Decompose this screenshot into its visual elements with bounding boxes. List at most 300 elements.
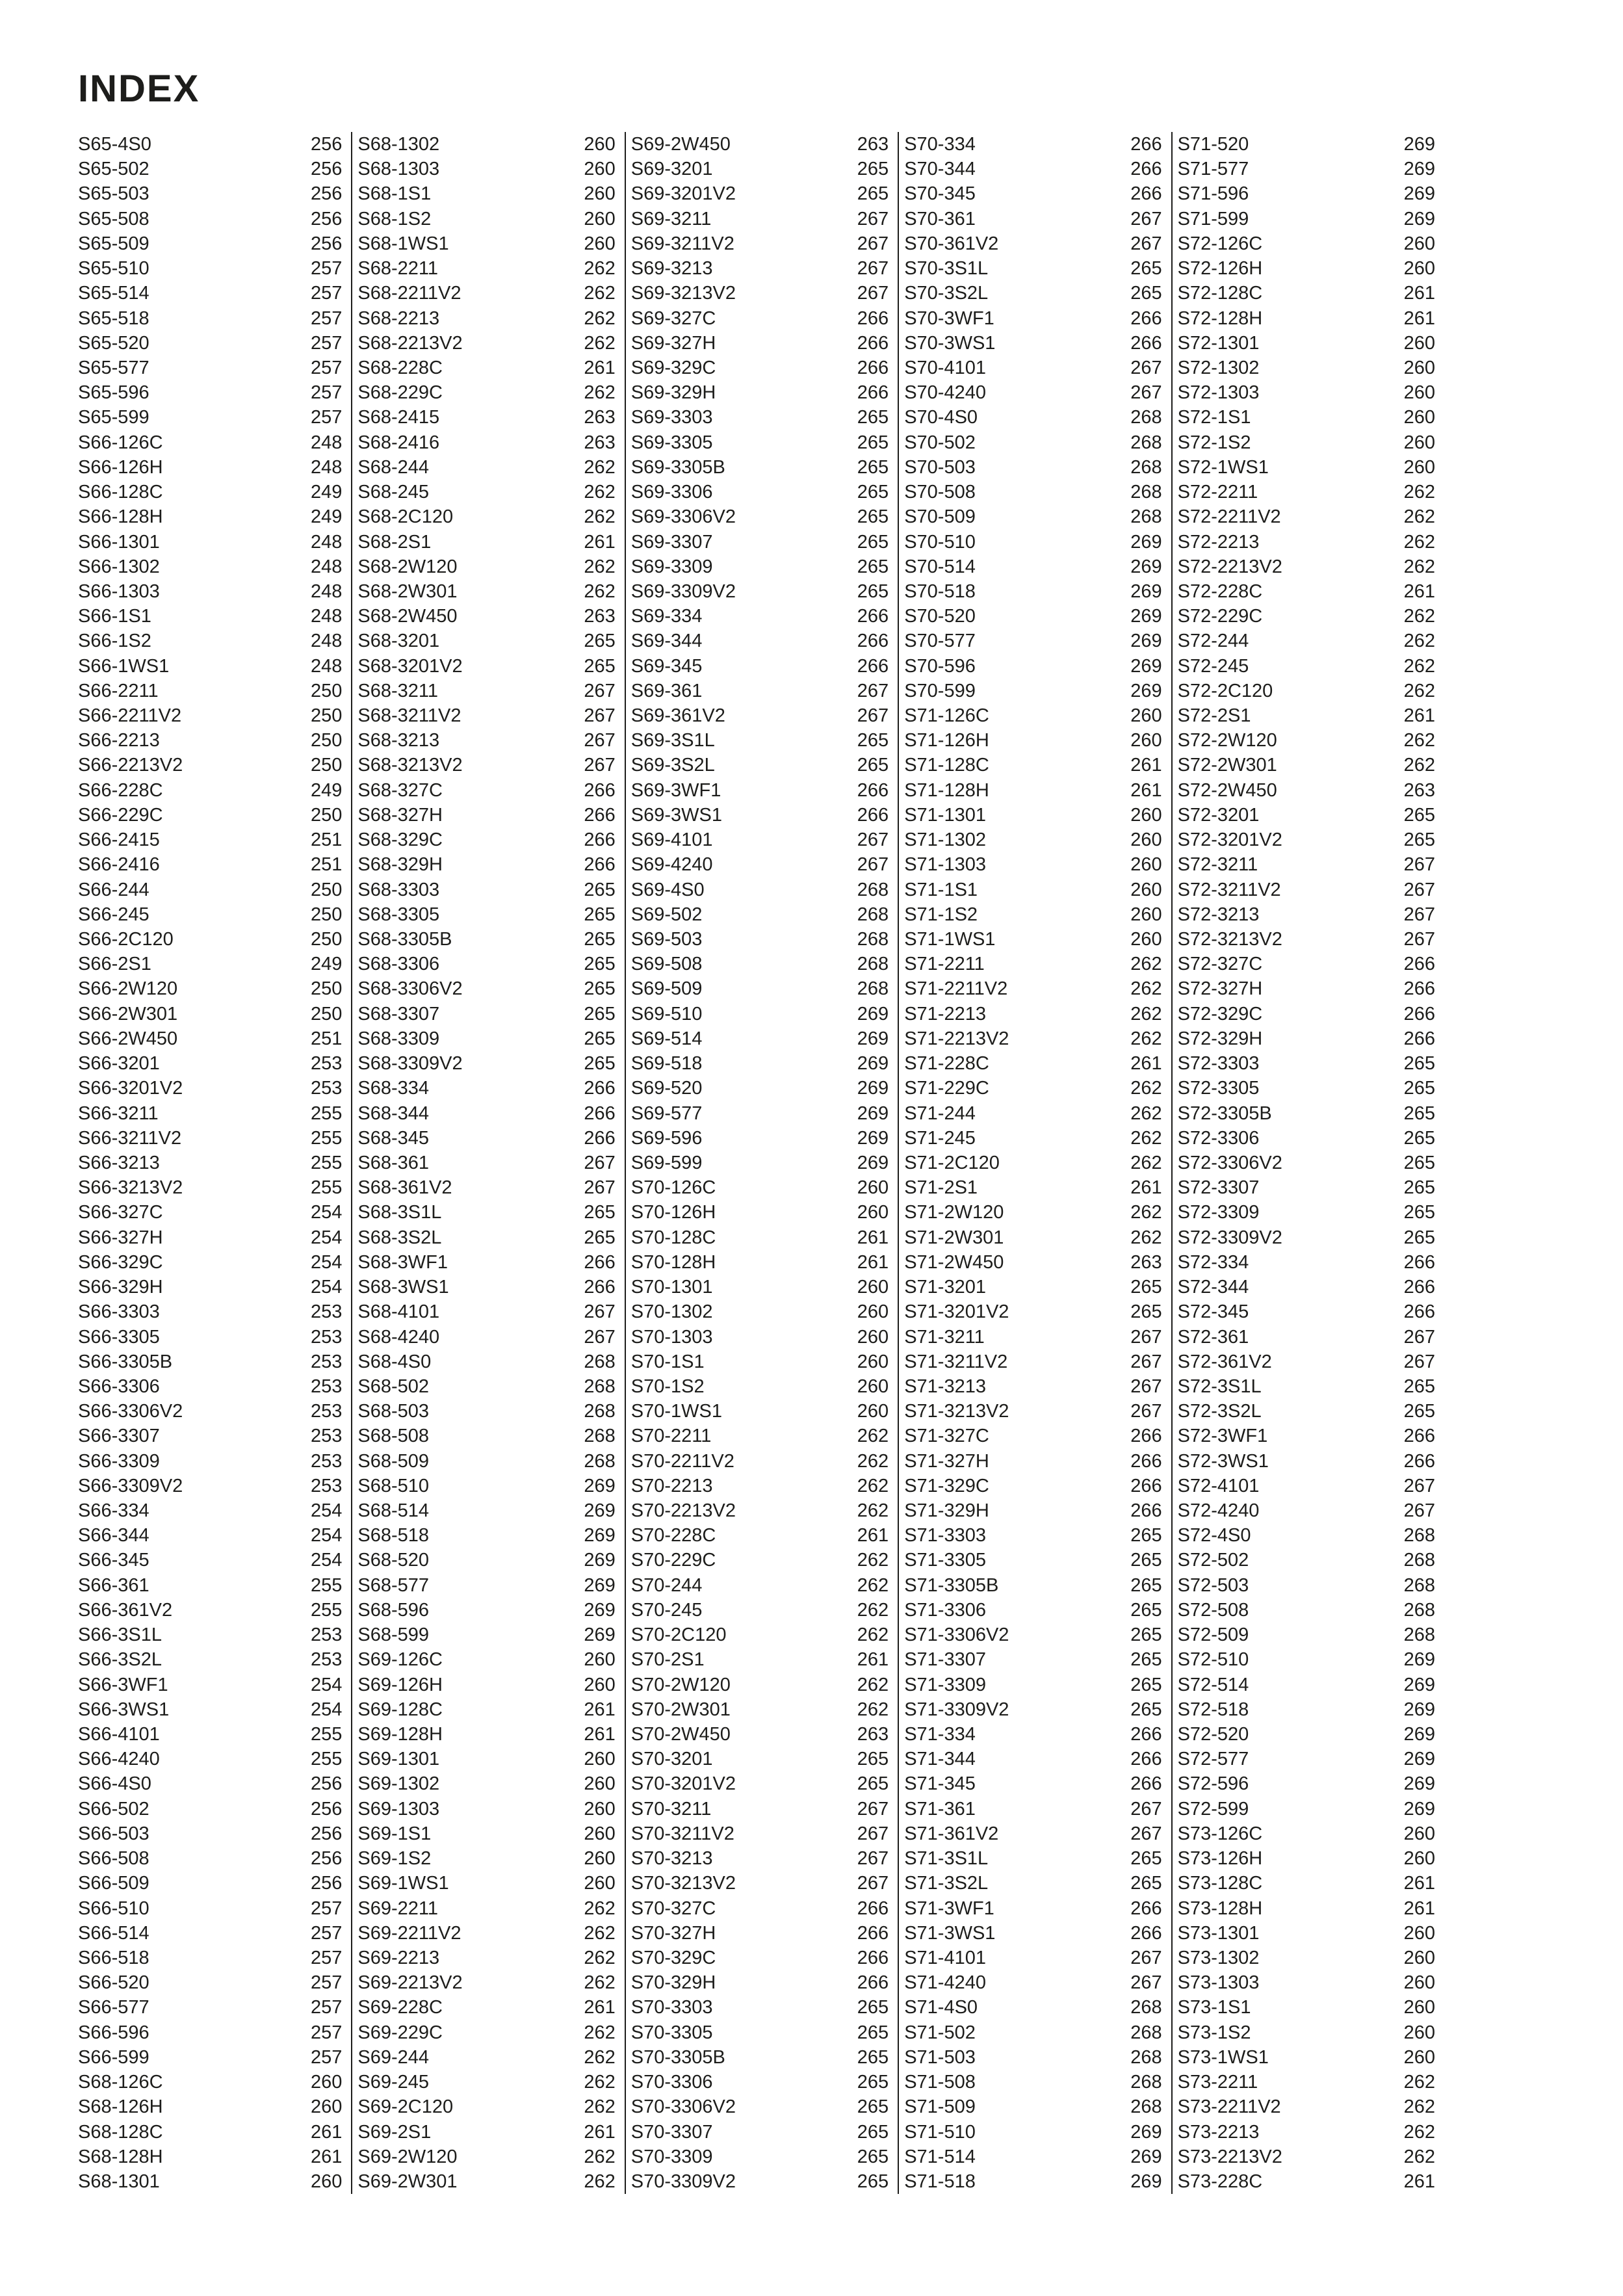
- product-code: S70-245: [630, 1599, 703, 1621]
- page-number: 262: [1403, 506, 1435, 528]
- page-number: 255: [310, 1749, 343, 1770]
- product-code: S68-1303: [357, 159, 440, 180]
- page-number: 260: [1130, 879, 1162, 900]
- index-entry: [1178, 1275, 1444, 1299]
- page-number: 266: [584, 829, 616, 851]
- page-number: 260: [310, 2072, 343, 2093]
- page-number: 268: [857, 929, 889, 950]
- page-number: 248: [310, 556, 343, 577]
- product-code: S72-4S0: [1177, 1525, 1251, 1546]
- product-code: S66-244: [78, 879, 149, 900]
- product-code: S69-4S0: [630, 879, 705, 900]
- index-entry: [357, 828, 624, 852]
- index-entry: [357, 1424, 624, 1448]
- product-code: S69-3309: [630, 556, 713, 577]
- index-entry: [78, 331, 351, 356]
- product-code: S72-229C: [1177, 606, 1263, 627]
- page-number: 260: [1403, 1848, 1435, 1870]
- index-entry: [357, 654, 624, 679]
- product-code: S69-510: [630, 1003, 703, 1024]
- page-number: 265: [1130, 258, 1162, 280]
- page-number: 262: [1130, 1102, 1162, 1124]
- page-number: 266: [1130, 1426, 1162, 1447]
- page-number: 265: [1130, 283, 1162, 304]
- page-number: 256: [310, 1798, 343, 1820]
- index-entry: [1178, 1946, 1444, 1970]
- index-entry: [357, 778, 624, 803]
- index-entry: [631, 1673, 898, 1697]
- index-entry: [1178, 902, 1444, 927]
- product-code: S68-2C120: [357, 506, 454, 528]
- product-code: S71-508: [904, 2072, 976, 2093]
- index-table: [78, 132, 1444, 2194]
- product-code: S68-329C: [357, 829, 443, 851]
- page-number: 265: [857, 556, 889, 577]
- index-entry: [904, 1523, 1171, 1548]
- product-code: S71-4101: [904, 1947, 986, 1968]
- index-entry: [1178, 1821, 1444, 1846]
- page-number: 266: [1130, 1898, 1162, 1919]
- index-entry: [631, 1399, 898, 1424]
- product-code: S72-508: [1177, 1599, 1249, 1621]
- index-entry: [1178, 952, 1444, 976]
- product-code: S72-126H: [1177, 258, 1263, 280]
- page-number: 268: [584, 1426, 616, 1447]
- index-entry: [631, 1623, 898, 1647]
- product-code: S70-1301: [630, 1277, 713, 1298]
- page-number: 265: [1403, 829, 1435, 851]
- page-number: 262: [1403, 556, 1435, 577]
- page-number: 248: [310, 432, 343, 453]
- page-number: 260: [857, 1376, 889, 1397]
- page-number: 262: [584, 556, 616, 577]
- product-code: S72-577: [1177, 1749, 1249, 1770]
- product-code: S66-2416: [78, 854, 160, 876]
- product-code: S68-3303: [357, 879, 440, 900]
- product-code: S69-1301: [357, 1749, 440, 1770]
- index-entry: [357, 1697, 624, 1722]
- page-number: 267: [857, 829, 889, 851]
- page-number: 250: [310, 705, 343, 727]
- product-code: S69-4101: [630, 829, 713, 851]
- index-entry: [631, 1002, 898, 1026]
- page-number: 262: [584, 506, 616, 528]
- product-code: S71-361: [904, 1798, 976, 1820]
- index-entry: [357, 679, 624, 703]
- product-code: S71-1WS1: [904, 929, 996, 950]
- page-number: 266: [1130, 134, 1162, 155]
- product-code: S66-229C: [78, 804, 163, 826]
- index-entry: [1178, 1548, 1444, 1572]
- product-code: S71-228C: [904, 1053, 989, 1075]
- page-number: 266: [1130, 1475, 1162, 1496]
- page-number: 265: [1403, 804, 1435, 826]
- page-number: 269: [1403, 1749, 1435, 1770]
- product-code: S72-510: [1177, 1649, 1249, 1671]
- page-number: 267: [857, 854, 889, 876]
- index-entry: [1178, 654, 1444, 679]
- product-code: S70-4240: [904, 382, 986, 404]
- page-number: 260: [1403, 407, 1435, 428]
- index-entry: [78, 1548, 351, 1572]
- page-number: 263: [857, 1724, 889, 1745]
- product-code: S72-514: [1177, 1674, 1249, 1695]
- page-number: 262: [584, 581, 616, 602]
- product-code: S73-2211V2: [1177, 2096, 1281, 2118]
- index-entry: [78, 1449, 351, 1474]
- page-number: 260: [857, 1277, 889, 1298]
- page-number: 253: [310, 1351, 343, 1372]
- product-code: S69-3201: [630, 159, 713, 180]
- index-entry: [904, 1921, 1171, 1946]
- index-entry: [904, 703, 1171, 728]
- index-entry: [631, 2020, 898, 2045]
- index-entry: [904, 1126, 1171, 1151]
- index-entry: [631, 976, 898, 1001]
- page-number: 262: [857, 1674, 889, 1695]
- page-number: 262: [584, 2171, 616, 2192]
- index-entry: [631, 405, 898, 430]
- index-entry: [357, 480, 624, 504]
- index-entry: [904, 1647, 1171, 1672]
- page-number: 267: [1403, 1326, 1435, 1348]
- product-code: S71-509: [904, 2096, 976, 2118]
- page-number: 265: [584, 879, 616, 900]
- index-entry: [1178, 1250, 1444, 1275]
- page-number: 266: [857, 1898, 889, 1919]
- page-number: 265: [1130, 1649, 1162, 1671]
- product-code: S68-4240: [357, 1326, 440, 1348]
- index-entry: [631, 281, 898, 306]
- page-number: 260: [310, 2096, 343, 2118]
- index-entry: [357, 1970, 624, 1995]
- product-code: S72-2S1: [1177, 705, 1251, 727]
- product-code: S70-2213V2: [630, 1500, 736, 1522]
- page-number: 269: [1130, 2171, 1162, 2192]
- product-code: S70-3309V2: [630, 2171, 736, 2192]
- page-number: 268: [857, 904, 889, 925]
- index-entry: [78, 1623, 351, 1647]
- page-number: 261: [1403, 1898, 1435, 1919]
- product-code: S71-2211: [904, 954, 985, 975]
- page-number: 267: [1403, 1351, 1435, 1372]
- page-number: 265: [1403, 1152, 1435, 1173]
- product-code: S69-3213: [630, 258, 713, 280]
- index-entry: [78, 1126, 351, 1151]
- index-entry: [904, 878, 1171, 902]
- page-number: 253: [310, 1401, 343, 1422]
- page-number: 267: [857, 258, 889, 280]
- page-number: 269: [584, 1550, 616, 1571]
- page-number: 269: [1130, 2121, 1162, 2143]
- product-code: S69-329C: [630, 357, 716, 378]
- product-code: S72-599: [1177, 1798, 1249, 1820]
- index-entry: [904, 2169, 1171, 2194]
- product-code: S73-1302: [1177, 1947, 1260, 1968]
- page-number: 267: [584, 730, 616, 751]
- page-title: INDEX: [78, 68, 200, 110]
- index-entry: [78, 1151, 351, 1175]
- index-entry: [78, 504, 351, 529]
- product-code: S66-3307: [78, 1426, 160, 1447]
- index-entry: [631, 803, 898, 828]
- index-entry: [78, 1921, 351, 1946]
- index-entry: [1178, 728, 1444, 753]
- product-code: S72-2211V2: [1177, 506, 1281, 528]
- page-number: 267: [1130, 1947, 1162, 1968]
- product-code: S71-3307: [904, 1649, 986, 1671]
- product-code: S65-510: [78, 258, 149, 280]
- page-number: 265: [584, 1053, 616, 1075]
- page-number: 267: [584, 1301, 616, 1323]
- product-code: S72-3303: [1177, 1053, 1260, 1075]
- product-code: S66-2W301: [78, 1003, 178, 1024]
- page-number: 266: [1130, 159, 1162, 180]
- index-entry: [357, 2045, 624, 2070]
- page-number: 267: [1403, 904, 1435, 925]
- page-number: 269: [857, 1152, 889, 1173]
- page-number: 262: [584, 456, 616, 478]
- product-code: S68-327C: [357, 779, 443, 801]
- index-entry: [357, 1126, 624, 1151]
- page-number: 262: [584, 307, 616, 329]
- page-number: 257: [310, 2046, 343, 2068]
- page-number: 267: [584, 755, 616, 776]
- page-number: 260: [1403, 1997, 1435, 2018]
- product-code: S71-1301: [904, 804, 986, 826]
- page-number: 267: [1130, 1351, 1162, 1372]
- product-code: S66-3306V2: [78, 1401, 183, 1422]
- index-entry: [357, 256, 624, 281]
- index-entry: [1178, 1498, 1444, 1523]
- product-code: S68-2211: [357, 258, 438, 280]
- index-entry: [904, 1846, 1171, 1871]
- index-entry: [904, 1275, 1171, 1299]
- index-entry: [357, 1325, 624, 1350]
- product-code: S73-1301: [1177, 1922, 1260, 1944]
- page-number: 257: [310, 332, 343, 354]
- page-number: 260: [1130, 929, 1162, 950]
- index-entry: [78, 2020, 351, 2045]
- product-code: S72-3201: [1177, 804, 1260, 826]
- page-number: 255: [310, 1152, 343, 1173]
- product-code: S71-599: [1177, 208, 1249, 229]
- product-code: S66-1S2: [78, 631, 151, 652]
- index-entry: [1178, 231, 1444, 256]
- page-number: 266: [1403, 1003, 1435, 1024]
- page-number: 260: [1403, 258, 1435, 280]
- page-number: 260: [1403, 1947, 1435, 1968]
- index-entry: [357, 1474, 624, 1498]
- page-number: 269: [584, 1574, 616, 1596]
- product-code: S69-244: [357, 2046, 430, 2068]
- product-code: S73-1S1: [1177, 1997, 1251, 2018]
- product-code: S72-228C: [1177, 581, 1263, 602]
- product-code: S66-510: [78, 1898, 149, 1919]
- page-number: 256: [310, 183, 343, 205]
- page-number: 249: [310, 779, 343, 801]
- page-number: 265: [1130, 1574, 1162, 1596]
- page-number: 262: [584, 2022, 616, 2043]
- index-entry: [78, 753, 351, 777]
- index-entry: [78, 157, 351, 181]
- product-code: S70-228C: [630, 1525, 716, 1546]
- index-entry: [631, 654, 898, 679]
- product-code: S66-3303: [78, 1301, 160, 1323]
- page-number: 269: [1403, 208, 1435, 229]
- index-entry: [78, 1051, 351, 1076]
- product-code: S73-128C: [1177, 1873, 1263, 1894]
- product-code: S71-2213V2: [904, 1028, 1009, 1049]
- page-number: 265: [584, 929, 616, 950]
- index-entry: [904, 2045, 1171, 2070]
- index-entry: [904, 952, 1171, 976]
- index-entry: [357, 1200, 624, 1225]
- index-entry: [631, 1995, 898, 2020]
- page-number: 269: [584, 1624, 616, 1646]
- index-entry: [78, 455, 351, 480]
- page-number: 265: [584, 631, 616, 652]
- index-entry: [357, 1896, 624, 1921]
- index-entry: [357, 1225, 624, 1250]
- product-code: S68-509: [357, 1450, 430, 1472]
- index-entry: [904, 1002, 1171, 1026]
- page-number: 262: [584, 2072, 616, 2093]
- product-code: S70-327C: [630, 1898, 716, 1919]
- product-code: S71-2C120: [904, 1152, 1000, 1173]
- index-entry: [78, 654, 351, 679]
- index-entry: [357, 157, 624, 181]
- index-entry: [631, 1200, 898, 1225]
- product-code: S70-3213V2: [630, 1873, 736, 1894]
- product-code: S71-344: [904, 1749, 976, 1770]
- product-code: S71-3305B: [904, 1574, 999, 1596]
- page-number: 266: [857, 606, 889, 627]
- product-code: S70-334: [904, 134, 976, 155]
- index-entry: [631, 828, 898, 852]
- index-entry: [631, 1771, 898, 1796]
- page-number: 257: [310, 1898, 343, 1919]
- index-entry: [631, 430, 898, 455]
- index-entry: [631, 1846, 898, 1871]
- product-code: S69-229C: [357, 2022, 443, 2043]
- index-entry: [904, 852, 1171, 877]
- index-entry: [1178, 157, 1444, 181]
- product-code: S68-3305B: [357, 929, 452, 950]
- page-number: 269: [1403, 1724, 1435, 1745]
- page-number: 266: [1403, 1277, 1435, 1298]
- index-entry: [904, 654, 1171, 679]
- product-code: S72-345: [1177, 1301, 1249, 1323]
- index-entry: [1178, 2070, 1444, 2094]
- product-code: S66-1301: [78, 531, 160, 553]
- page-number: 265: [857, 581, 889, 602]
- index-entry: [631, 1946, 898, 1970]
- index-entry: [631, 554, 898, 579]
- product-code: S72-502: [1177, 1550, 1249, 1571]
- page-number: 261: [1403, 1873, 1435, 1894]
- product-code: S68-4101: [357, 1301, 440, 1323]
- index-entry: [631, 256, 898, 281]
- page-number: 266: [1403, 1301, 1435, 1323]
- page-number: 262: [1403, 655, 1435, 677]
- product-code: S69-329H: [630, 382, 716, 404]
- product-code: S72-329C: [1177, 1003, 1263, 1024]
- index-entry: [357, 1548, 624, 1572]
- product-code: S68-327H: [357, 804, 443, 826]
- page-number: 269: [1403, 1773, 1435, 1795]
- index-entry: [904, 629, 1171, 653]
- page-number: 266: [857, 779, 889, 801]
- product-code: S68-3211V2: [357, 705, 461, 727]
- product-code: S71-3305: [904, 1550, 986, 1571]
- product-code: S66-128H: [78, 506, 163, 528]
- product-code: S66-3S2L: [78, 1649, 162, 1671]
- index-entry: [78, 1946, 351, 1970]
- index-entry: [904, 1498, 1171, 1523]
- product-code: S70-1302: [630, 1301, 713, 1323]
- index-entry: [904, 1896, 1171, 1921]
- index-entry: [357, 728, 624, 753]
- page-number: 267: [584, 680, 616, 701]
- product-code: S72-4240: [1177, 1500, 1260, 1522]
- product-code: S72-2W120: [1177, 730, 1277, 751]
- index-entry: [1178, 331, 1444, 356]
- product-code: S68-503: [357, 1401, 430, 1422]
- index-entry: [904, 1623, 1171, 1647]
- page-number: 267: [857, 680, 889, 701]
- product-code: S69-3201V2: [630, 183, 736, 205]
- index-entry: [904, 2094, 1171, 2119]
- index-entry: [357, 1647, 624, 1672]
- index-entry: [1178, 1449, 1444, 1474]
- product-code: S68-228C: [357, 357, 443, 378]
- product-code: S69-2213V2: [357, 1972, 463, 1994]
- page-number: 265: [1130, 1599, 1162, 1621]
- index-entry: [78, 1474, 351, 1498]
- product-code: S72-3213V2: [1177, 929, 1282, 950]
- index-entry: [904, 1474, 1171, 1498]
- index-entry: [904, 778, 1171, 803]
- index-entry: [357, 231, 624, 256]
- index-entry: [357, 1797, 624, 1821]
- page-number: 266: [1130, 1773, 1162, 1795]
- page-number: 251: [310, 829, 343, 851]
- page-number: 266: [857, 1947, 889, 1968]
- index-entry: [904, 1771, 1171, 1796]
- index-entry: [1178, 629, 1444, 653]
- product-code: S69-228C: [357, 1997, 443, 2018]
- page-number: 265: [1130, 1674, 1162, 1695]
- product-code: S66-3201V2: [78, 1078, 183, 1099]
- page-number: 262: [584, 283, 616, 304]
- product-code: S70-509: [904, 506, 976, 528]
- product-code: S66-518: [78, 1947, 149, 1968]
- product-code: S65-596: [78, 382, 149, 404]
- index-entry: [78, 2169, 351, 2194]
- page-number: 262: [1403, 606, 1435, 627]
- page-number: 262: [857, 1699, 889, 1720]
- product-code: S71-327C: [904, 1426, 989, 1447]
- product-code: S68-3306: [357, 954, 440, 975]
- product-code: S72-3309V2: [1177, 1227, 1282, 1248]
- index-entry: [904, 1175, 1171, 1200]
- index-entry: [78, 629, 351, 653]
- page-number: 248: [310, 631, 343, 652]
- index-entry: [904, 231, 1171, 256]
- index-entry: [631, 1970, 898, 1995]
- index-entry: [357, 878, 624, 902]
